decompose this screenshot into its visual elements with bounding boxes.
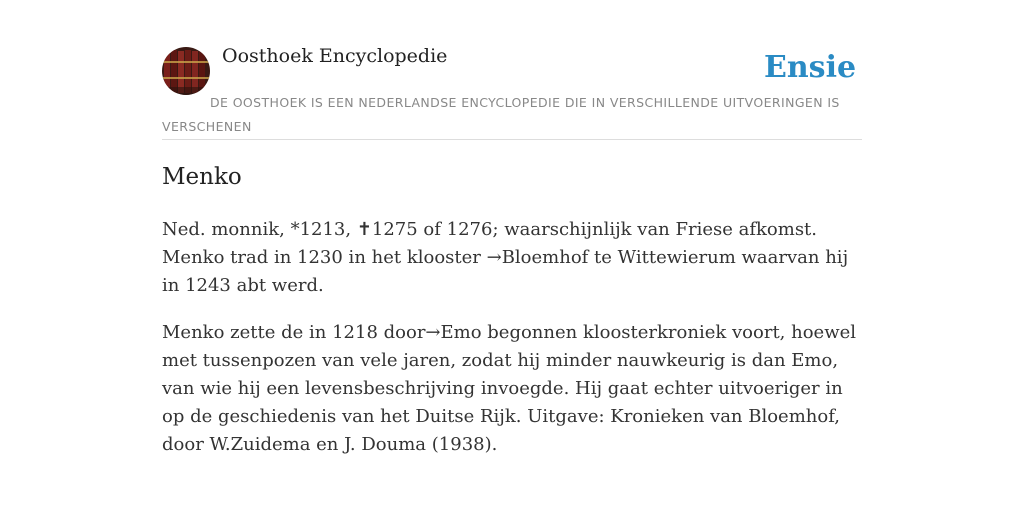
header-divider <box>162 139 862 140</box>
entry-paragraph: Ned. monnik, *1213, ✝1275 of 1276; waarschijnlijk van Friese afkomst. Menko trad in 1230 in het klooster →Bloemhof te Wittewierum waarvan hij in 1243 abt werd. <box>162 219 849 296</box>
site-title[interactable]: Oosthoek Encyclopedie <box>222 45 448 67</box>
ensie-logo[interactable]: Ensie <box>764 50 857 85</box>
entry-title: Menko <box>162 164 242 190</box>
entry-paragraph: Menko zette de in 1218 door→Emo begonnen kloosterkroniek voort, hoewel met tussenpozen van vele jaren, zodat hij minder nauwkeurig is dan Emo, van wie hij een levensbeschrijving invoegde. Hij gaat echter uitvoeriger in op de geschiedenis van het Duitse Rijk. Uitgave: Kronieken van Bloemhof, door W.Zuidema en J. Douma (1938). <box>162 322 857 455</box>
encyclopedia-books-icon[interactable] <box>162 47 210 95</box>
site-tagline: DE OOSTHOEK IS EEN NEDERLANDSE ENCYCLOPEDIE DIE IN VERSCHILLENDE UITVOERINGEN IS VERSCHENEN <box>162 95 840 134</box>
